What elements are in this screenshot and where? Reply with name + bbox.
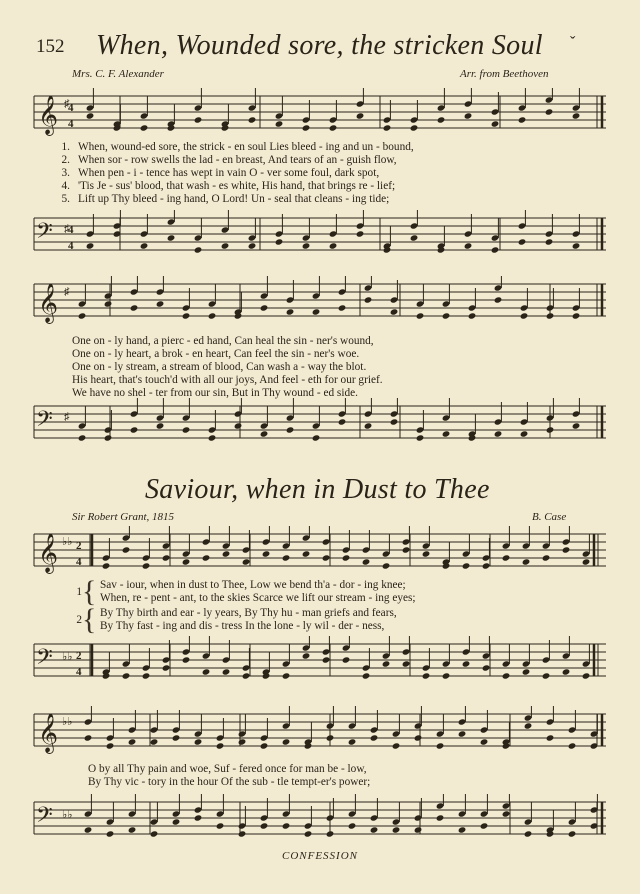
note-head (436, 814, 445, 821)
note-head (182, 426, 191, 433)
note-head (383, 124, 392, 131)
note-head (572, 112, 581, 119)
note-head (356, 230, 365, 237)
note-head (392, 742, 401, 749)
note-head (522, 668, 531, 675)
bass-clef-icon: 𝄢 (36, 803, 53, 832)
note-head (78, 312, 87, 319)
note-head (562, 668, 571, 675)
hymn2-system2-treble-staff (30, 706, 610, 762)
hymn2-system2-lyrics (88, 762, 616, 792)
note-head (238, 738, 247, 745)
note-head (414, 826, 423, 833)
hymn2-system2-bass-staff (30, 794, 610, 844)
note-head (142, 562, 151, 569)
note-head (202, 554, 211, 561)
note-head (302, 124, 311, 131)
note-head (582, 672, 591, 679)
verse-line: When sor - row swells the lad - en breast, And tears of an - guish flow, (78, 154, 397, 166)
note-head (86, 112, 95, 119)
note-head (128, 738, 137, 745)
svg-text:♯: ♯ (64, 223, 70, 235)
note-head (86, 242, 95, 249)
treble-clef-icon: 𝄞 (38, 715, 59, 752)
note-head (262, 550, 271, 557)
note-head (370, 734, 379, 741)
note-head (442, 430, 451, 437)
verse-line: One on - ly stream, a stream of blood, Can wash a - way the blot. (72, 361, 367, 373)
note-head (194, 738, 203, 745)
svg-text:♯: ♯ (64, 286, 70, 298)
note-head (282, 738, 291, 745)
note-head (546, 312, 555, 319)
note-head (162, 554, 171, 561)
hymn2-system1-treble-staff (30, 526, 610, 582)
note-head (156, 422, 165, 429)
note-head (480, 738, 489, 745)
note-head (194, 246, 203, 253)
note-head (286, 308, 295, 315)
verse-number: 2 (76, 614, 82, 626)
note-head (392, 826, 401, 833)
verse-line: One on - ly heart, a brok - en heart, Can feel the sin - ner's woe. (72, 348, 360, 360)
verse-line: When, re - pent - ant, to the skies Scarce we lift our stream - ing eyes; (100, 592, 416, 604)
note-head (545, 108, 554, 115)
note-head (106, 742, 115, 749)
verse-number: 4. (61, 180, 70, 192)
note-head (482, 562, 491, 569)
hymn1-author: Mrs. C. F. Alexander (72, 68, 164, 80)
svg-text:2: 2 (76, 650, 82, 662)
note-head (520, 430, 529, 437)
note-head (242, 558, 251, 565)
note-head (260, 430, 269, 437)
svg-text:4: 4 (68, 240, 74, 252)
note-head (182, 656, 191, 663)
treble-clef-icon: 𝄞 (38, 285, 59, 322)
note-head (348, 738, 357, 745)
note-head (302, 550, 311, 557)
verse-line: By Thy vic - tory in the hour Of the sub - tle tempt-er's power; (88, 776, 371, 788)
svg-text:4: 4 (76, 666, 82, 678)
note-head (522, 558, 531, 565)
note-head (364, 422, 373, 429)
note-head (468, 312, 477, 319)
brace-icon: { (82, 575, 97, 608)
note-head (312, 308, 321, 315)
note-head (542, 672, 551, 679)
note-head (348, 822, 357, 829)
hymn2-author: Sir Robert Grant, 1815 (72, 511, 175, 523)
svg-text:4: 4 (76, 556, 82, 568)
note-head (572, 422, 581, 429)
note-head (222, 550, 231, 557)
note-head (194, 814, 203, 821)
note-head (322, 554, 331, 561)
note-head (362, 672, 371, 679)
hymn1-system2-lyrics (72, 334, 612, 400)
note-head (194, 116, 203, 123)
svg-text:♭♭: ♭♭ (62, 651, 73, 663)
note-head (162, 664, 171, 671)
note-head (422, 550, 431, 557)
note-head (520, 312, 529, 319)
note-head (572, 312, 581, 319)
note-head (104, 300, 113, 307)
verse-line: By Thy birth and ear - ly years, By Thy hu - man griefs and fears, (100, 607, 397, 619)
note-head (302, 652, 311, 659)
note-head (104, 434, 113, 441)
note-head (130, 304, 139, 311)
note-head (524, 830, 533, 837)
note-head (302, 242, 311, 249)
note-head (242, 672, 251, 679)
note-head (491, 246, 500, 253)
hymn1-system1-lyrics (56, 140, 616, 216)
note-head (480, 822, 489, 829)
svg-text:♭♭: ♭♭ (62, 809, 73, 821)
verse-line: Sav - iour, when in dust to Thee, Low we bend th'a - dor - ing knee; (100, 579, 406, 591)
verse-line: By Thy fast - ing and dis - tress In the lone - ly wil - der - ness, (100, 620, 385, 632)
svg-text:♯: ♯ (64, 98, 70, 110)
note-head (208, 312, 217, 319)
note-head (568, 742, 577, 749)
note-head (140, 242, 149, 249)
note-head (568, 830, 577, 837)
note-head (402, 660, 411, 667)
brace-icon: { (82, 603, 97, 636)
verse-line: We have no shel - ter from our sin, But in Thy wound - ed side. (72, 387, 358, 399)
note-head (502, 554, 511, 561)
note-head (546, 734, 555, 741)
note-head (128, 826, 137, 833)
verse-line: One on - ly hand, a pierc - ed hand, Can heal the sin - ner's wound, (72, 335, 374, 347)
hymn1-title: When, Wounded sore, the stricken Soul (96, 30, 543, 61)
note-head (202, 668, 211, 675)
svg-text:4: 4 (68, 224, 74, 236)
note-head (364, 296, 373, 303)
note-head (286, 426, 295, 433)
note-head (458, 730, 467, 737)
svg-text:4: 4 (68, 118, 74, 130)
note-head (329, 242, 338, 249)
note-head (84, 734, 93, 741)
note-head (382, 660, 391, 667)
verse-number: 5. (61, 193, 70, 205)
note-head (182, 312, 191, 319)
note-head (122, 672, 131, 679)
note-head (326, 830, 335, 837)
note-head (524, 722, 533, 729)
note-head (518, 238, 527, 245)
verse-number: 1. (61, 141, 70, 153)
note-head (260, 742, 269, 749)
note-head (494, 296, 503, 303)
note-head (502, 672, 511, 679)
note-head (410, 124, 419, 131)
note-head (390, 418, 399, 425)
note-head (156, 300, 165, 307)
note-head (464, 242, 473, 249)
note-head (436, 742, 445, 749)
note-head (260, 304, 269, 311)
note-head (106, 830, 115, 837)
note-head (234, 422, 243, 429)
verse-line: When pen - i - tence has wept in vain O - ver some foul, dark spot, (78, 167, 380, 179)
note-head (150, 738, 159, 745)
note-head (458, 826, 467, 833)
note-head (518, 116, 527, 123)
note-head (172, 734, 181, 741)
note-head (494, 430, 503, 437)
hymn2-composer: B. Case (532, 511, 567, 523)
note-head (282, 822, 291, 829)
note-head (102, 562, 111, 569)
verse-line: 'Tis Je - sus' blood, that wash - es white, His hand, that brings re - lief; (78, 180, 396, 192)
verse-line: When, wound-ed sore, the strick - en soul Lies bleed - ing and un - bound, (78, 141, 414, 153)
svg-text:2: 2 (76, 540, 82, 552)
treble-clef-icon: 𝄞 (38, 97, 59, 134)
note-head (491, 120, 500, 127)
note-head (502, 810, 511, 817)
treble-clef-icon: 𝄞 (38, 535, 59, 572)
svg-text:♭♭: ♭♭ (62, 536, 73, 548)
note-head (282, 554, 291, 561)
note-head (142, 672, 151, 679)
bass-clef-icon: 𝄢 (36, 645, 53, 674)
note-head (338, 418, 347, 425)
hymn2-system1-lyrics (68, 575, 616, 638)
note-head (542, 554, 551, 561)
note-head (130, 426, 139, 433)
note-head (326, 734, 335, 741)
note-head (78, 434, 87, 441)
note-head (562, 546, 571, 553)
note-head (342, 656, 351, 663)
note-head (221, 242, 230, 249)
note-head (545, 238, 554, 245)
note-head (84, 826, 93, 833)
note-head (442, 672, 451, 679)
note-head (462, 562, 471, 569)
note-head (140, 124, 149, 131)
note-head (275, 120, 284, 127)
note-head (275, 238, 284, 245)
section-footer: CONFESSION (282, 850, 358, 862)
hymn2-title: Saviour, when in Dust to Thee (145, 474, 490, 505)
hymn1-system1-treble-staff (30, 88, 610, 148)
note-head (416, 312, 425, 319)
note-head (410, 234, 419, 241)
verse-line: O by all Thy pain and woe, Suf - fered once for man be - low, (88, 763, 367, 775)
note-head (282, 672, 291, 679)
note-head (304, 830, 313, 837)
hymn1-system2-bass-staff (30, 398, 610, 448)
note-head (238, 830, 247, 837)
svg-text:♭♭: ♭♭ (62, 716, 73, 728)
note-head (464, 112, 473, 119)
note-head (462, 660, 471, 667)
verse-line: Lift up Thy bleed - ing hand, O Lord! Un - seal that cleans - ing tide; (78, 193, 390, 205)
bass-clef-icon: 𝄢 (36, 219, 53, 248)
verse-number: 2. (61, 154, 70, 166)
note-head (582, 558, 591, 565)
hymn2-system1-bass-staff (30, 636, 610, 688)
bass-clef-icon: 𝄢 (36, 407, 53, 436)
note-head (260, 822, 269, 829)
note-head (222, 668, 231, 675)
verse-number: 1 (76, 586, 82, 598)
hymn1-arranger: Arr. from Beethoven (460, 68, 549, 80)
note-head (442, 312, 451, 319)
note-head (414, 734, 423, 741)
note-head (329, 124, 338, 131)
verse-line: His heart, that's touch'd with all our joys, And feel - eth for our grief. (72, 374, 383, 386)
note-head (342, 554, 351, 561)
note-head (150, 830, 159, 837)
note-head (182, 558, 191, 565)
note-head (216, 822, 225, 829)
note-head (422, 672, 431, 679)
note-head (416, 434, 425, 441)
note-head (338, 304, 347, 311)
svg-text:♯: ♯ (64, 411, 70, 423)
note-head (216, 742, 225, 749)
note-head (572, 242, 581, 249)
note-head (546, 426, 555, 433)
hymn1-system1-treble-notes (86, 88, 581, 132)
hymn1-system1-bass-staff (30, 210, 610, 260)
note-head (167, 234, 176, 241)
ornament-icon: ˇ (570, 34, 576, 51)
note-head (312, 434, 321, 441)
page-number: 152 (36, 36, 65, 57)
note-head (248, 116, 257, 123)
note-head (482, 664, 491, 671)
note-head (437, 116, 446, 123)
hymn1-system2-treble-staff (30, 276, 610, 336)
note-head (122, 546, 131, 553)
note-head (402, 546, 411, 553)
note-head (390, 308, 399, 315)
note-head (322, 656, 331, 663)
note-head (370, 826, 379, 833)
note-head (362, 558, 371, 565)
note-head (248, 242, 257, 249)
verse-number: 3. (61, 167, 70, 179)
note-head (356, 112, 365, 119)
note-head (208, 434, 217, 441)
note-head (382, 562, 391, 569)
svg-text:4: 4 (68, 102, 74, 114)
note-head (172, 818, 181, 825)
